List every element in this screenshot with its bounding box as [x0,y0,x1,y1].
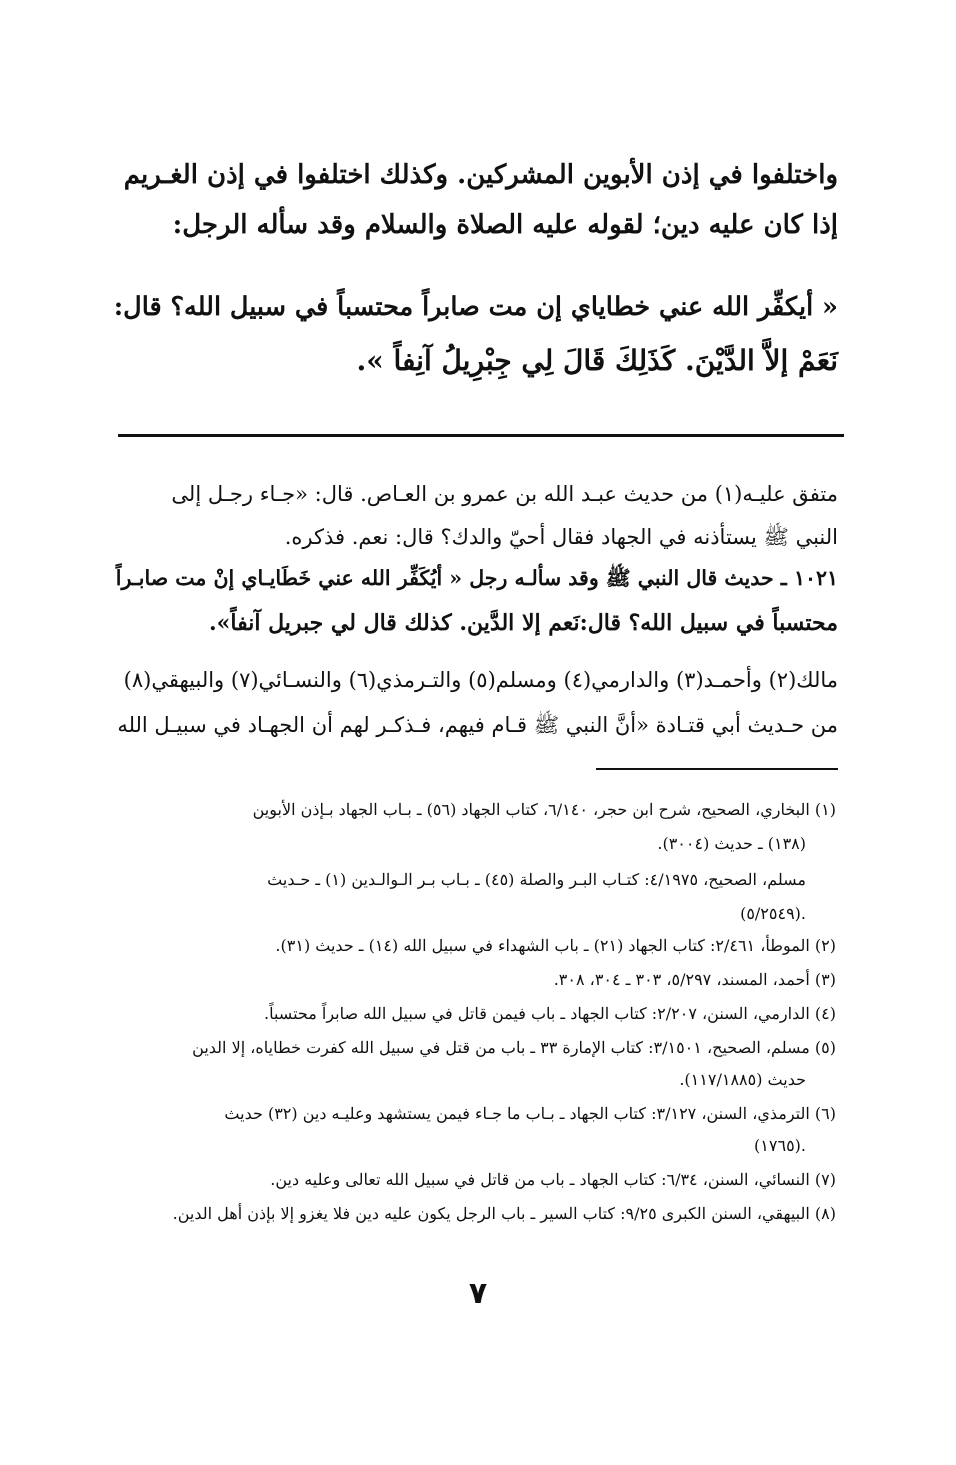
page-number: ٧ [468,1276,488,1311]
footnote-1-muslim: مسلم، الصحيح، ٤/١٩٧٥: كتـاب البـر والصلة (٤٥) ـ بـاب بـر الـوالـدين (١) ـ حـديث [267,870,806,889]
footnote-7: (٧) النسائي، السنن، ٦/٣٤: كتاب الجهاد ـ باب من قاتل في سبيل الله تعالى وعليه دين. [270,1170,836,1189]
footnote-divider [596,768,838,770]
hadith-1021-line-1: ١٠٢١ ـ حديث قال النبي ﷺ وقد سألـه رجل « أيُكَفِّر الله عني خَطَايـاي إنْ مت صابـراً [115,566,838,590]
footnote-6-continued: (١٧٦٥). [754,1136,806,1155]
takhrij-line-2: النبي ﷺ يستأذنه في الجهاد فقال أحيّ والدك؟ قال: نعم. فذكره. [284,525,838,549]
takhrij-line-1: متفق عليـه(١) من حديث عبـد الله بن عمرو بن العـاص. قال: «جـاء رجـل إلى [171,482,838,506]
hadith-1021-line-2: محتسباً في سبيل الله؟ قال:نَعم إلا الدَّين. كذلك قال لي جبريل آنفاً». [208,610,838,636]
main-text-line-2: إذا كان عليه دين؛ لقوله عليه الصلاة والسلام وقد سأله الرجل: [172,210,838,240]
footnote-2: (٢) الموطأ، ٢/٤٦١: كتاب الجهاد (٢١) ـ باب الشهداء في سبيل الله (١٤) ـ حديث (٣١). [275,936,836,955]
footnote-1-continued: (١٣٨) ـ حديث (٣٠٠٤). [657,834,806,853]
takhrij-line-3: مالك(٢) وأحمـد(٣) والدارمي(٤) ومسلم(٥) والتـرمذي(٦) والنسـائي(٧) والبيهقي(٨) [123,668,838,692]
hadith-quote-line-2: نَعَمْ إلاَّ الدَّيْنَ. كَذَلِكَ قَالَ لِي جِبْرِيلُ آنِفاً ». [356,344,838,377]
main-text-line-1: واختلفوا في إذن الأبوين المشركين. وكذلك اختلفوا في إذن الغـريم [123,160,838,190]
footnote-6: (٦) الترمذي، السنن، ٣/١٢٧: كتاب الجهاد ـ بـاب ما جـاء فيمن يستشهد وعليـه دين (٣٢) حديث [224,1104,836,1123]
footnote-1-muslim-continued: (٥/٢٥٤٩). [740,904,806,923]
section-divider [118,434,844,437]
takhrij-line-4: من حـديث أبي قتـادة «أنَّ النبي ﷺ قـام فيهم، فـذكـر لهم أن الجهـاد في سبيـل الله [117,713,838,737]
footnote-1: (١) البخاري، الصحيح، شرح ابن حجر، ٦/١٤٠، كتاب الجهاد (٥٦) ـ بـاب الجهاد بـإذن الأبوين [252,800,836,819]
hadith-quote-line-1: « أيكفِّر الله عني خطاياي إن مت صابراً محتسباً في سبيل الله؟ قال: [113,292,838,322]
footnote-4: (٤) الدارمي، السنن، ٢/٢٠٧: كتاب الجهاد ـ باب فيمن قاتل في سبيل الله صابراً محتسباً. [264,1004,836,1023]
footnote-8: (٨) البيهقي، السنن الكبرى ٩/٢٥: كتاب السير ـ باب الرجل يكون عليه دين فلا يغزو إلا بإذن أهل الدين. [172,1204,836,1223]
footnote-3: (٣) أحمد، المسند، ٥/٢٩٧، ٣٠٣ ـ ٣٠٤، ٣٠٨. [553,970,836,989]
footnote-5: (٥) مسلم، الصحيح، ٣/١٥٠١: كتاب الإمارة ٣٣ ـ باب من قتل في سبيل الله كفرت خطاياه، إلا الدين [192,1038,836,1057]
footnote-5-continued: حديث (١١٧/١٨٨٥). [679,1070,806,1089]
